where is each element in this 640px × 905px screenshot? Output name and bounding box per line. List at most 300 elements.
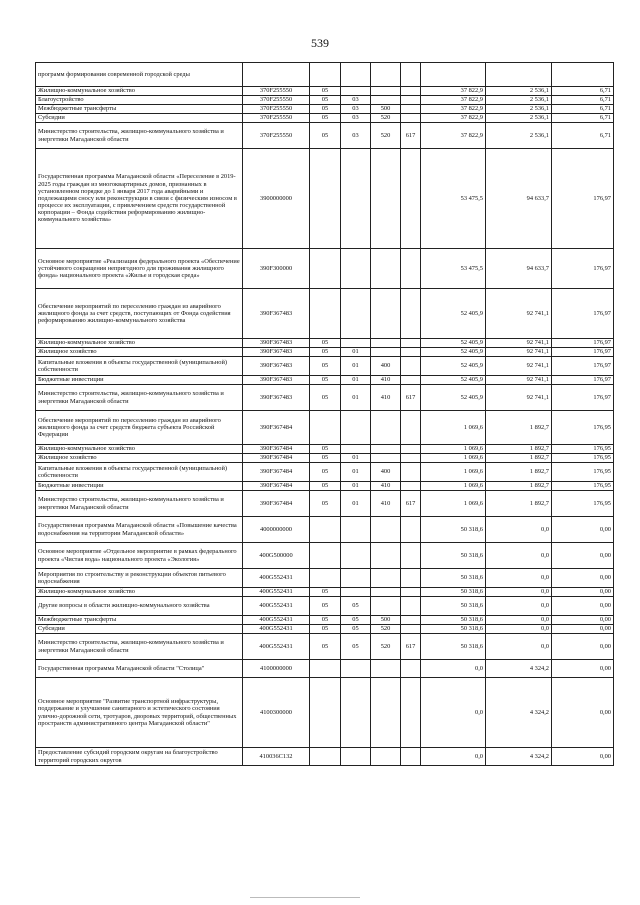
table-row [36, 748, 614, 766]
row-amount-1: 50 318,6 [421, 543, 486, 569]
row-amount-1: 37 822,9 [421, 96, 486, 105]
row-section: 05 [310, 348, 341, 357]
row-percent: 0,00 [552, 660, 614, 678]
row-expense-type: 520 [371, 625, 401, 634]
row-amount-2: 2 536,1 [486, 105, 552, 114]
row-name: Благоустройство [36, 96, 243, 105]
row-amount-1: 52 405,9 [421, 289, 486, 339]
row-percent: 176,97 [552, 348, 614, 357]
row-grbs-code [401, 348, 421, 357]
row-section [310, 289, 341, 339]
row-target-code: 390F367483 [243, 376, 310, 385]
table-row [36, 114, 614, 123]
row-amount-1: 50 318,6 [421, 634, 486, 660]
row-expense-type: 500 [371, 616, 401, 625]
table-row [36, 411, 614, 445]
row-target-code: 390F367483 [243, 289, 310, 339]
table-row [36, 385, 614, 411]
row-name: Обеспечение мероприятий по переселению граждан из аварийного жилищного фонда за счет средств бюджета субъекта Российской Федерации [36, 411, 243, 445]
row-amount-1: 52 405,9 [421, 357, 486, 376]
row-target-code: 370F255550 [243, 123, 310, 149]
scan-edge-line [250, 897, 360, 898]
row-grbs-code: 617 [401, 385, 421, 411]
row-percent: 0,00 [552, 588, 614, 597]
row-subsection [341, 445, 371, 454]
row-grbs-code [401, 660, 421, 678]
row-amount-1: 0,0 [421, 660, 486, 678]
row-target-code: 390F367483 [243, 357, 310, 376]
row-section: 05 [310, 339, 341, 348]
row-expense-type [371, 289, 401, 339]
row-subsection: 05 [341, 634, 371, 660]
row-target-code: 390F367484 [243, 454, 310, 463]
row-amount-2: 4 324,2 [486, 748, 552, 766]
row-grbs-code [401, 87, 421, 96]
row-percent: 176,95 [552, 454, 614, 463]
row-target-code: 400G552431 [243, 625, 310, 634]
row-expense-type [371, 149, 401, 249]
row-amount-1: 1 069,6 [421, 454, 486, 463]
row-subsection: 01 [341, 454, 371, 463]
row-amount-1: 50 318,6 [421, 616, 486, 625]
row-section: 05 [310, 123, 341, 149]
row-section [310, 569, 341, 588]
row-section [310, 149, 341, 249]
row-percent: 176,97 [552, 149, 614, 249]
row-amount-2: 1 892,7 [486, 491, 552, 517]
row-grbs-code [401, 445, 421, 454]
row-target-code: 400G500000 [243, 543, 310, 569]
row-subsection: 01 [341, 491, 371, 517]
row-grbs-code [401, 114, 421, 123]
row-target-code: 390F367484 [243, 445, 310, 454]
row-name: Основное мероприятие «Отдельное мероприятие в рамках федерального проекта «Чистая вода» национального проекта «Экология» [36, 543, 243, 569]
row-grbs-code [401, 63, 421, 87]
row-name: Субсидии [36, 625, 243, 634]
row-percent: 176,95 [552, 445, 614, 454]
row-grbs-code [401, 149, 421, 249]
row-expense-type [371, 517, 401, 543]
row-target-code: 390F367483 [243, 348, 310, 357]
table-body [36, 63, 614, 766]
row-amount-2: 1 892,7 [486, 411, 552, 445]
row-amount-1: 52 405,9 [421, 376, 486, 385]
row-amount-1: 50 318,6 [421, 597, 486, 616]
row-section [310, 249, 341, 289]
row-percent: 0,00 [552, 517, 614, 543]
row-target-code: 4000000000 [243, 517, 310, 543]
row-amount-2: 4 324,2 [486, 678, 552, 748]
row-name: Жилищно-коммунальное хозяйство [36, 445, 243, 454]
row-subsection: 03 [341, 123, 371, 149]
row-section: 05 [310, 491, 341, 517]
row-subsection: 03 [341, 96, 371, 105]
row-percent: 0,00 [552, 625, 614, 634]
row-amount-1: 37 822,9 [421, 87, 486, 96]
row-name: Другие вопросы в области жилищно-коммунального хозяйства [36, 597, 243, 616]
row-amount-1: 37 822,9 [421, 114, 486, 123]
row-amount-1: 1 069,6 [421, 491, 486, 517]
row-name: Государственная программа Магаданской области «Переселение в 2019-2025 годы граждан из многоквартирных домов, признанных в установленном порядке до 1 января 2017 года аварийными и подлежащими сносу или реконструкции в связи с физическим износом в процессе их эксплуатации, с привлечением средств государственной корпорации – Фонда содействия реформированию жилищно-коммунального хозяйства» [36, 149, 243, 249]
row-section: 05 [310, 463, 341, 482]
row-section: 05 [310, 357, 341, 376]
row-name: Министерство строительства, жилищно-коммунального хозяйства и энергетики Магаданской области [36, 123, 243, 149]
row-expense-type [371, 660, 401, 678]
row-percent: 176,97 [552, 249, 614, 289]
row-amount-2: 92 741,1 [486, 376, 552, 385]
row-amount-1: 1 069,6 [421, 482, 486, 491]
table-row [36, 616, 614, 625]
row-subsection [341, 87, 371, 96]
row-amount-2: 92 741,1 [486, 348, 552, 357]
row-name: Мероприятия по строительству и реконструкции объектов питьевого водоснабжения [36, 569, 243, 588]
row-grbs-code [401, 543, 421, 569]
row-section: 05 [310, 87, 341, 96]
row-subsection [341, 569, 371, 588]
row-target-code: 390F367484 [243, 411, 310, 445]
row-percent: 176,97 [552, 339, 614, 348]
row-section: 05 [310, 597, 341, 616]
row-amount-2: 1 892,7 [486, 454, 552, 463]
table-row [36, 634, 614, 660]
row-name: Жилищно-коммунальное хозяйство [36, 588, 243, 597]
table-row [36, 660, 614, 678]
row-amount-2: 94 633,7 [486, 149, 552, 249]
row-expense-type [371, 63, 401, 87]
row-amount-2: 92 741,1 [486, 357, 552, 376]
row-target-code: 410036С132 [243, 748, 310, 766]
row-subsection: 01 [341, 463, 371, 482]
row-subsection: 01 [341, 385, 371, 411]
row-target-code: 4100000000 [243, 660, 310, 678]
row-name: Капитальные вложения в объекты государственной (муниципальной) собственности [36, 357, 243, 376]
table-row [36, 588, 614, 597]
row-grbs-code [401, 357, 421, 376]
row-amount-2: 0,0 [486, 597, 552, 616]
row-name: Министерство строительства, жилищно-коммунального хозяйства и энергетики Магаданской области [36, 634, 243, 660]
row-grbs-code [401, 597, 421, 616]
table-row [36, 105, 614, 114]
row-name: Министерство строительства, жилищно-коммунального хозяйства и энергетики Магаданской области [36, 491, 243, 517]
row-amount-2: 92 741,1 [486, 339, 552, 348]
table-row [36, 376, 614, 385]
row-amount-1: 53 475,5 [421, 249, 486, 289]
row-percent: 0,00 [552, 748, 614, 766]
row-percent: 6,71 [552, 96, 614, 105]
row-percent: 176,97 [552, 385, 614, 411]
row-expense-type: 410 [371, 491, 401, 517]
table-row [36, 454, 614, 463]
row-amount-1: 50 318,6 [421, 588, 486, 597]
row-section: 05 [310, 105, 341, 114]
row-section [310, 411, 341, 445]
row-grbs-code [401, 339, 421, 348]
row-name: Бюджетные инвестиции [36, 376, 243, 385]
row-percent: 0,00 [552, 678, 614, 748]
row-amount-1 [421, 63, 486, 87]
row-expense-type [371, 348, 401, 357]
row-percent: 176,95 [552, 411, 614, 445]
table-row [36, 678, 614, 748]
row-expense-type [371, 249, 401, 289]
row-amount-2: 2 536,1 [486, 123, 552, 149]
row-target-code: 370F255550 [243, 87, 310, 96]
row-subsection: 01 [341, 357, 371, 376]
row-amount-1: 52 405,9 [421, 339, 486, 348]
row-percent: 176,97 [552, 289, 614, 339]
row-amount-2: 0,0 [486, 517, 552, 543]
row-amount-2: 0,0 [486, 569, 552, 588]
row-amount-2: 0,0 [486, 616, 552, 625]
row-target-code: 390F367484 [243, 491, 310, 517]
row-section [310, 517, 341, 543]
row-amount-1: 1 069,6 [421, 411, 486, 445]
row-percent: 0,00 [552, 543, 614, 569]
row-section [310, 543, 341, 569]
row-grbs-code [401, 411, 421, 445]
row-amount-2: 0,0 [486, 543, 552, 569]
row-target-code: 390F367484 [243, 463, 310, 482]
table-row [36, 482, 614, 491]
row-subsection: 03 [341, 114, 371, 123]
row-target-code: 3900000000 [243, 149, 310, 249]
row-name: Обеспечение мероприятий по переселению граждан из аварийного жилищного фонда за счет средств, поступающих от Фонда содействия реформированию жилищно-коммунального хозяйства [36, 289, 243, 339]
row-amount-2: 0,0 [486, 588, 552, 597]
row-expense-type: 400 [371, 463, 401, 482]
table-row [36, 87, 614, 96]
row-name: Межбюджетные трансферты [36, 616, 243, 625]
row-amount-1: 1 069,6 [421, 445, 486, 454]
row-section: 05 [310, 376, 341, 385]
row-target-code: 4100300000 [243, 678, 310, 748]
row-subsection [341, 249, 371, 289]
row-subsection [341, 289, 371, 339]
row-name: Жилищное хозяйство [36, 454, 243, 463]
row-expense-type [371, 411, 401, 445]
row-grbs-code [401, 105, 421, 114]
row-section: 05 [310, 445, 341, 454]
row-expense-type [371, 454, 401, 463]
row-subsection [341, 678, 371, 748]
row-grbs-code [401, 454, 421, 463]
row-grbs-code [401, 569, 421, 588]
row-amount-2: 1 892,7 [486, 463, 552, 482]
row-name: Министерство строительства, жилищно-коммунального хозяйства и энергетики Магаданской области [36, 385, 243, 411]
row-section [310, 63, 341, 87]
table-row [36, 149, 614, 249]
row-subsection [341, 660, 371, 678]
row-name: Межбюджетные трансферты [36, 105, 243, 114]
table-row [36, 491, 614, 517]
row-expense-type [371, 569, 401, 588]
row-target-code [243, 63, 310, 87]
row-expense-type [371, 748, 401, 766]
row-amount-2: 4 324,2 [486, 660, 552, 678]
table-row [36, 63, 614, 87]
table-row [36, 289, 614, 339]
table-row [36, 543, 614, 569]
table-row [36, 445, 614, 454]
row-amount-2 [486, 63, 552, 87]
row-expense-type [371, 445, 401, 454]
row-amount-2: 92 741,1 [486, 289, 552, 339]
row-section: 05 [310, 616, 341, 625]
row-target-code: 370F255550 [243, 114, 310, 123]
row-expense-type: 410 [371, 482, 401, 491]
row-percent: 0,00 [552, 634, 614, 660]
row-expense-type [371, 339, 401, 348]
row-name: Государственная программа Магаданской области «Повышение качества водоснабжения на территории Магаданской области» [36, 517, 243, 543]
row-expense-type: 520 [371, 123, 401, 149]
row-percent: 0,00 [552, 616, 614, 625]
row-grbs-code [401, 625, 421, 634]
row-amount-2: 1 892,7 [486, 482, 552, 491]
row-amount-1: 50 318,6 [421, 517, 486, 543]
row-section: 05 [310, 634, 341, 660]
row-amount-1: 50 318,6 [421, 569, 486, 588]
row-expense-type [371, 597, 401, 616]
row-section [310, 748, 341, 766]
row-grbs-code [401, 482, 421, 491]
row-subsection: 05 [341, 597, 371, 616]
row-section: 05 [310, 588, 341, 597]
row-amount-1: 37 822,9 [421, 123, 486, 149]
row-percent: 0,00 [552, 569, 614, 588]
row-name: Жилищно-коммунальное хозяйство [36, 87, 243, 96]
row-name: Предоставление субсидий городским округам на благоустройство территорий городских округов [36, 748, 243, 766]
row-target-code: 370F255550 [243, 96, 310, 105]
row-amount-1: 52 405,9 [421, 348, 486, 357]
table-row [36, 249, 614, 289]
row-name: Субсидии [36, 114, 243, 123]
row-subsection: 05 [341, 625, 371, 634]
row-grbs-code [401, 616, 421, 625]
row-grbs-code: 617 [401, 634, 421, 660]
row-expense-type: 520 [371, 114, 401, 123]
row-grbs-code [401, 289, 421, 339]
table-row [36, 569, 614, 588]
row-amount-1: 50 318,6 [421, 625, 486, 634]
row-target-code: 390F300000 [243, 249, 310, 289]
row-expense-type: 410 [371, 385, 401, 411]
row-amount-2: 2 536,1 [486, 114, 552, 123]
row-subsection [341, 63, 371, 87]
row-subsection [341, 748, 371, 766]
row-name: Жилищное хозяйство [36, 348, 243, 357]
row-amount-1: 1 069,6 [421, 463, 486, 482]
row-subsection: 01 [341, 348, 371, 357]
table-row [36, 123, 614, 149]
row-amount-2: 2 536,1 [486, 87, 552, 96]
row-percent: 176,95 [552, 463, 614, 482]
row-percent: 176,95 [552, 482, 614, 491]
row-amount-2: 0,0 [486, 634, 552, 660]
table-row [36, 96, 614, 105]
row-expense-type [371, 96, 401, 105]
row-expense-type: 500 [371, 105, 401, 114]
page-number: 539 [311, 36, 329, 50]
row-target-code: 400G552431 [243, 634, 310, 660]
row-expense-type [371, 588, 401, 597]
row-subsection [341, 339, 371, 348]
row-grbs-code [401, 96, 421, 105]
table-row [36, 597, 614, 616]
row-grbs-code: 617 [401, 123, 421, 149]
row-name: программ формирования современной городской среды [36, 63, 243, 87]
row-amount-2: 1 892,7 [486, 445, 552, 454]
row-name: Государственная программа Магаданской области "Столица" [36, 660, 243, 678]
row-amount-2: 94 633,7 [486, 249, 552, 289]
row-name: Основное мероприятие «Реализация федерального проекта «Обеспечение устойчивого сокращения непригодного для проживания жилищного фонда» национального проекта «Жилье и городская среда» [36, 249, 243, 289]
row-section: 05 [310, 114, 341, 123]
row-grbs-code [401, 517, 421, 543]
table-row [36, 357, 614, 376]
row-name: Бюджетные инвестиции [36, 482, 243, 491]
row-percent: 0,00 [552, 597, 614, 616]
row-grbs-code: 617 [401, 491, 421, 517]
budget-table [35, 62, 614, 766]
row-subsection: 01 [341, 482, 371, 491]
table-row [36, 463, 614, 482]
table-row [36, 339, 614, 348]
row-target-code: 390F367483 [243, 385, 310, 411]
row-section [310, 660, 341, 678]
row-section [310, 678, 341, 748]
row-amount-2: 2 536,1 [486, 96, 552, 105]
row-percent [552, 63, 614, 87]
row-amount-1: 53 475,5 [421, 149, 486, 249]
row-section: 05 [310, 454, 341, 463]
row-target-code: 400G552431 [243, 597, 310, 616]
row-expense-type: 410 [371, 376, 401, 385]
row-expense-type [371, 543, 401, 569]
row-subsection [341, 588, 371, 597]
row-subsection [341, 517, 371, 543]
row-percent: 6,71 [552, 105, 614, 114]
row-grbs-code [401, 376, 421, 385]
row-section: 05 [310, 625, 341, 634]
row-expense-type [371, 87, 401, 96]
row-target-code: 400G552431 [243, 616, 310, 625]
row-target-code: 390F367484 [243, 482, 310, 491]
row-target-code: 370F255550 [243, 105, 310, 114]
row-amount-2: 0,0 [486, 625, 552, 634]
row-percent: 176,95 [552, 491, 614, 517]
row-subsection: 01 [341, 376, 371, 385]
row-expense-type [371, 678, 401, 748]
row-section: 05 [310, 482, 341, 491]
row-target-code: 400G552431 [243, 569, 310, 588]
row-expense-type: 400 [371, 357, 401, 376]
row-percent: 6,71 [552, 123, 614, 149]
table-row [36, 517, 614, 543]
table-row [36, 625, 614, 634]
row-subsection: 03 [341, 105, 371, 114]
row-amount-1: 52 405,9 [421, 385, 486, 411]
row-percent: 176,97 [552, 357, 614, 376]
row-expense-type: 520 [371, 634, 401, 660]
row-grbs-code [401, 588, 421, 597]
row-amount-1: 0,0 [421, 748, 486, 766]
row-name: Основное мероприятие "Развитие транспортной инфраструктуры, поддержание и улучшение санитарного и эстетического состояния улично-дорожной сети, тротуаров, дворовых территорий, общественных пространств административного центра Магаданской области" [36, 678, 243, 748]
row-name: Капитальные вложения в объекты государственной (муниципальной) собственности [36, 463, 243, 482]
table-row [36, 348, 614, 357]
row-name: Жилищно-коммунальное хозяйство [36, 339, 243, 348]
row-section: 05 [310, 385, 341, 411]
row-target-code: 390F367483 [243, 339, 310, 348]
row-section: 05 [310, 96, 341, 105]
row-amount-2: 92 741,1 [486, 385, 552, 411]
